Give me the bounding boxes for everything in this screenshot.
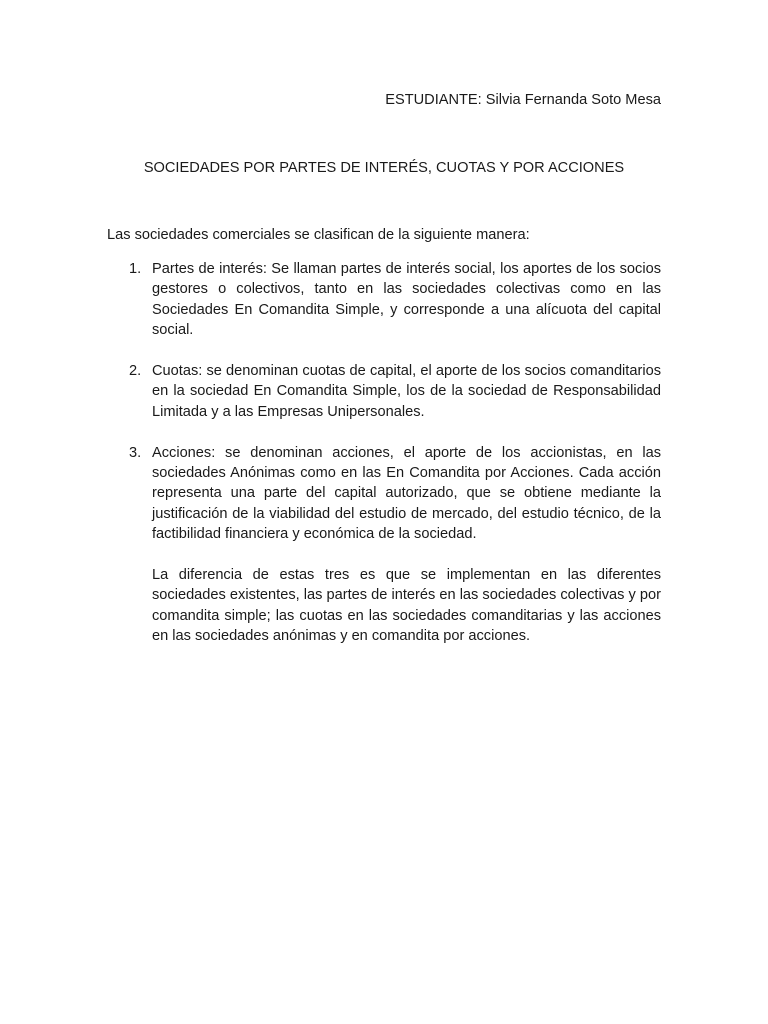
classification-list xyxy=(107,259,661,647)
list-item-text: Partes de interés: Se llaman partes de interés social, los aportes de los socios gestores o colectivos, tanto en las sociedades colectivas como en las Sociedades En Comandita Simple, y corresponde a una alícuota del capital social. xyxy=(152,261,661,339)
list-item-number: 2. xyxy=(129,363,142,380)
list-item xyxy=(107,443,661,545)
closing-paragraph: La diferencia de estas tres es que se implementan en las diferentes sociedades existentes, las partes de interés en las sociedades colectivas y por comandita simple; las cuotas en las sociedades comanditarias y las acciones en las sociedades anónimas y en comandita por acciones. xyxy=(152,567,661,645)
list-item xyxy=(107,361,661,422)
intro-paragraph: Las sociedades comerciales se clasifican de la siguiente manera: xyxy=(107,227,530,243)
list-item-number: 3. xyxy=(129,444,142,461)
document-title: SOCIEDADES POR PARTES DE INTERÉS, CUOTAS Y POR ACCIONES xyxy=(143,160,625,176)
student-name: ESTUDIANTE: Silvia Fernanda Soto Mesa xyxy=(385,92,661,108)
list-item-text: Cuotas: se denominan cuotas de capital, el aporte de los socios comanditarios en la sociedad En Comandita Simple, los de la sociedad de Responsabilidad Limitada y a las Empresas Unipersonales. xyxy=(152,363,661,420)
list-item xyxy=(107,259,661,341)
list-item-number: 1. xyxy=(129,261,142,277)
list-item-text: Acciones: se denominan acciones, el aporte de los accionistas, en las sociedades Anónimas como en las En Comandita por Acciones. Cada acción representa una parte del capital autorizado, que se obtiene mediante la justificación de la viabilidad del estudio de mercado, del estudio técnico, de la factibilidad financiera y económica de la sociedad. xyxy=(152,444,661,543)
